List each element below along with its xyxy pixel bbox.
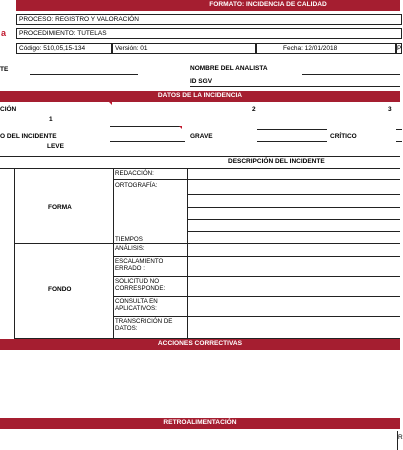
leve-line (110, 141, 185, 142)
format-title-band (16, 0, 400, 11)
page-text: P (397, 45, 402, 52)
code-cell (16, 43, 112, 54)
description-label: DESCRIPCIÓN DEL INCIDENTE (228, 158, 325, 165)
analyst-id-line (190, 86, 400, 87)
level-number-1: 1 (49, 116, 53, 123)
procedure-cell (16, 28, 402, 39)
fondo-item-escalamiento: ESCALAMIENTO ERRADO : (115, 258, 164, 272)
section-divider (14, 243, 400, 244)
corrective-actions-title: ACCIONES CORRECTIVAS (157, 340, 243, 347)
date-cell (256, 43, 396, 54)
fondo-row-line-4 (113, 316, 400, 317)
format-title: FORMATO: INCIDENCIA DE CALIDAD (209, 1, 327, 8)
comment-marker-2 (179, 126, 182, 129)
description-top-line (0, 156, 400, 157)
critico-label: CRÍTICO (330, 133, 357, 140)
forma-item-ortografia: ORTOGRAFÍA: (115, 182, 158, 189)
fondo-item-solicitud: SOLICITUD NO CORRESPONDE: (115, 278, 166, 292)
comment-marker (109, 102, 112, 105)
fondo-item-analisis: ANÁLISIS: (115, 245, 145, 252)
feedback-title: RETROALIMENTACIÓN (163, 419, 237, 426)
logo-text: a (1, 28, 7, 38)
fondo-item-transcripcion: TRANSCRICIÓN DE DATOS: (115, 318, 173, 332)
analyst-id-label: ID SGV (190, 78, 213, 85)
critico-line (396, 141, 402, 142)
classification-line (110, 126, 180, 127)
forma-item-tiempos: TIEMPOS (115, 236, 143, 243)
fondo-row-line-3 (113, 296, 400, 297)
grave-label: GRAVE (190, 133, 213, 140)
forma-item-redaccion: REDACCIÓN: (115, 170, 154, 177)
logo (0, 0, 16, 56)
version-cell (112, 43, 256, 54)
incident-data-title: DATOS DE LA INCIDENCIA (157, 92, 243, 99)
fondo-row-line-2 (113, 276, 400, 277)
procedure-text: PROCEDIMIENTO: TUTELAS (19, 30, 107, 37)
forma-row-line-3 (187, 207, 400, 208)
grave-line (257, 141, 327, 142)
forma-row-line-4 (187, 219, 400, 220)
version-text: Versión: 01 (115, 45, 148, 52)
analyst-name-line (302, 74, 400, 75)
corrective-actions-band (0, 339, 400, 350)
level-number-3: 3 (388, 106, 392, 113)
process-text: PROCESO: REGISTRO Y VALORACIÓN (19, 16, 139, 23)
forma-row-line-1 (113, 179, 400, 180)
grave-top-line (257, 129, 327, 130)
classification-label: CIÓN (0, 106, 17, 113)
incident-level-label: O DEL INCIDENTE (0, 133, 57, 140)
process-cell (16, 14, 402, 25)
page-cell (396, 43, 402, 54)
leve-label: LEVE (47, 143, 64, 150)
code-text: Código: 510,05,15-134 (19, 45, 86, 52)
table-left-border (14, 168, 15, 340)
feedback-band (0, 418, 400, 429)
analyst-left-label: TE (0, 66, 9, 73)
analyst-left-line (30, 74, 138, 75)
forma-label: FORMA (48, 204, 72, 211)
incident-data-band (0, 91, 400, 102)
forma-row-line-2 (187, 194, 400, 195)
feedback-fragment: R (398, 434, 403, 441)
critico-top-line (396, 129, 402, 130)
table-top-line (0, 168, 400, 169)
fondo-row-line-1 (113, 256, 400, 257)
analyst-name-label: NOMBRE DEL ANALISTA (190, 65, 268, 72)
table-col-1 (113, 168, 114, 340)
fondo-item-consulta: CONSULTA EN APLICATIVOS: (115, 298, 158, 312)
date-text: Fecha: 12/01/2018 (283, 45, 338, 52)
fondo-label: FONDO (48, 286, 72, 293)
level-number-2: 2 (252, 106, 256, 113)
forma-row-line-5 (187, 231, 400, 232)
